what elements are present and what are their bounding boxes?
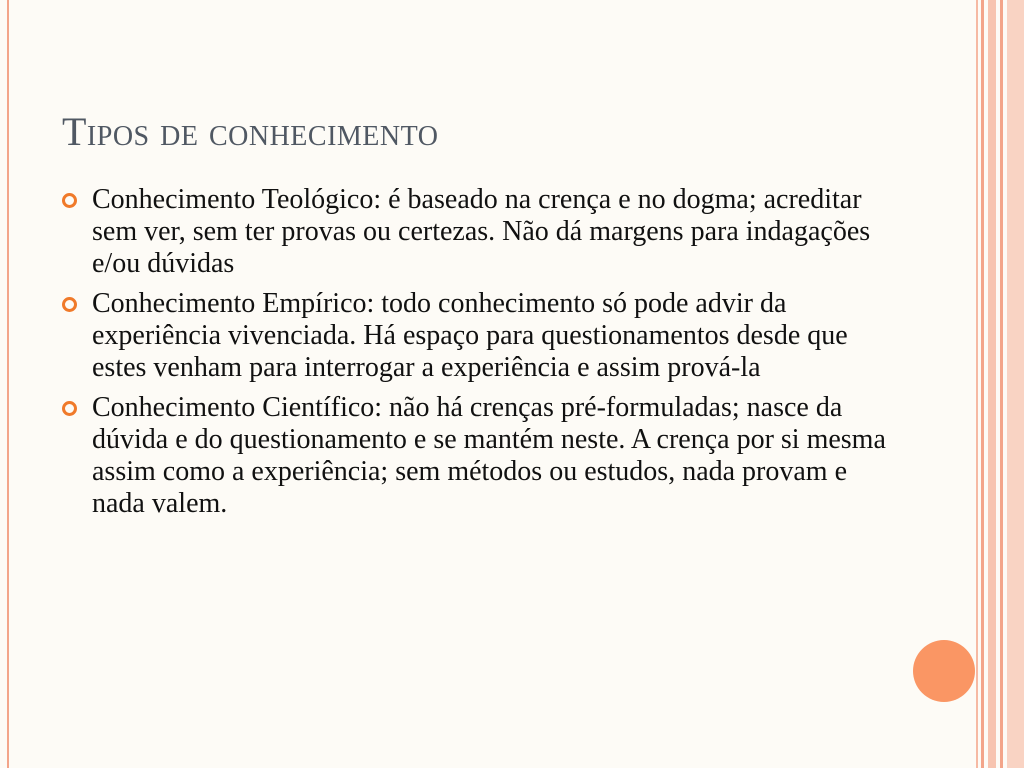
- bullet-text: Conhecimento Científico: não há crenças pré-formuladas; nasce da dúvida e do questionamento e se mantém neste. A crença por si mesma assim como a experiência; sem métodos ou estudos, nada provam e nada valem.: [92, 392, 886, 519]
- bullet-item-teologico: [62, 184, 902, 280]
- stripe-3: [988, 0, 996, 768]
- slide-title: Tipos de conhecimento: [62, 109, 439, 154]
- orange-circle-icon: [913, 640, 975, 702]
- stripe-5: [1007, 0, 1024, 768]
- bullet-text: Conhecimento Empírico: todo conhecimento só pode advir da experiência vivenciada. Há espaço para questionamentos desde que estes venham para interrogar a experiência e assim prová-la: [92, 288, 848, 383]
- stripe-2: [981, 0, 984, 768]
- ring-bullet-icon: [62, 401, 77, 416]
- right-decorative-stripes: [976, 0, 1024, 768]
- left-border-line: [7, 0, 9, 768]
- bullet-text: Conhecimento Teológico: é baseado na crença e no dogma; acreditar sem ver, sem ter provas ou certezas. Não dá margens para indagações e/ou dúvidas: [92, 184, 871, 279]
- stripe-1: [976, 0, 978, 768]
- bullet-item-empirico: [62, 288, 902, 384]
- ring-bullet-icon: [62, 297, 77, 312]
- bullet-list: [62, 184, 902, 528]
- stripe-4: [1000, 0, 1003, 768]
- bullet-item-cientifico: [62, 392, 902, 520]
- ring-bullet-icon: [62, 193, 77, 208]
